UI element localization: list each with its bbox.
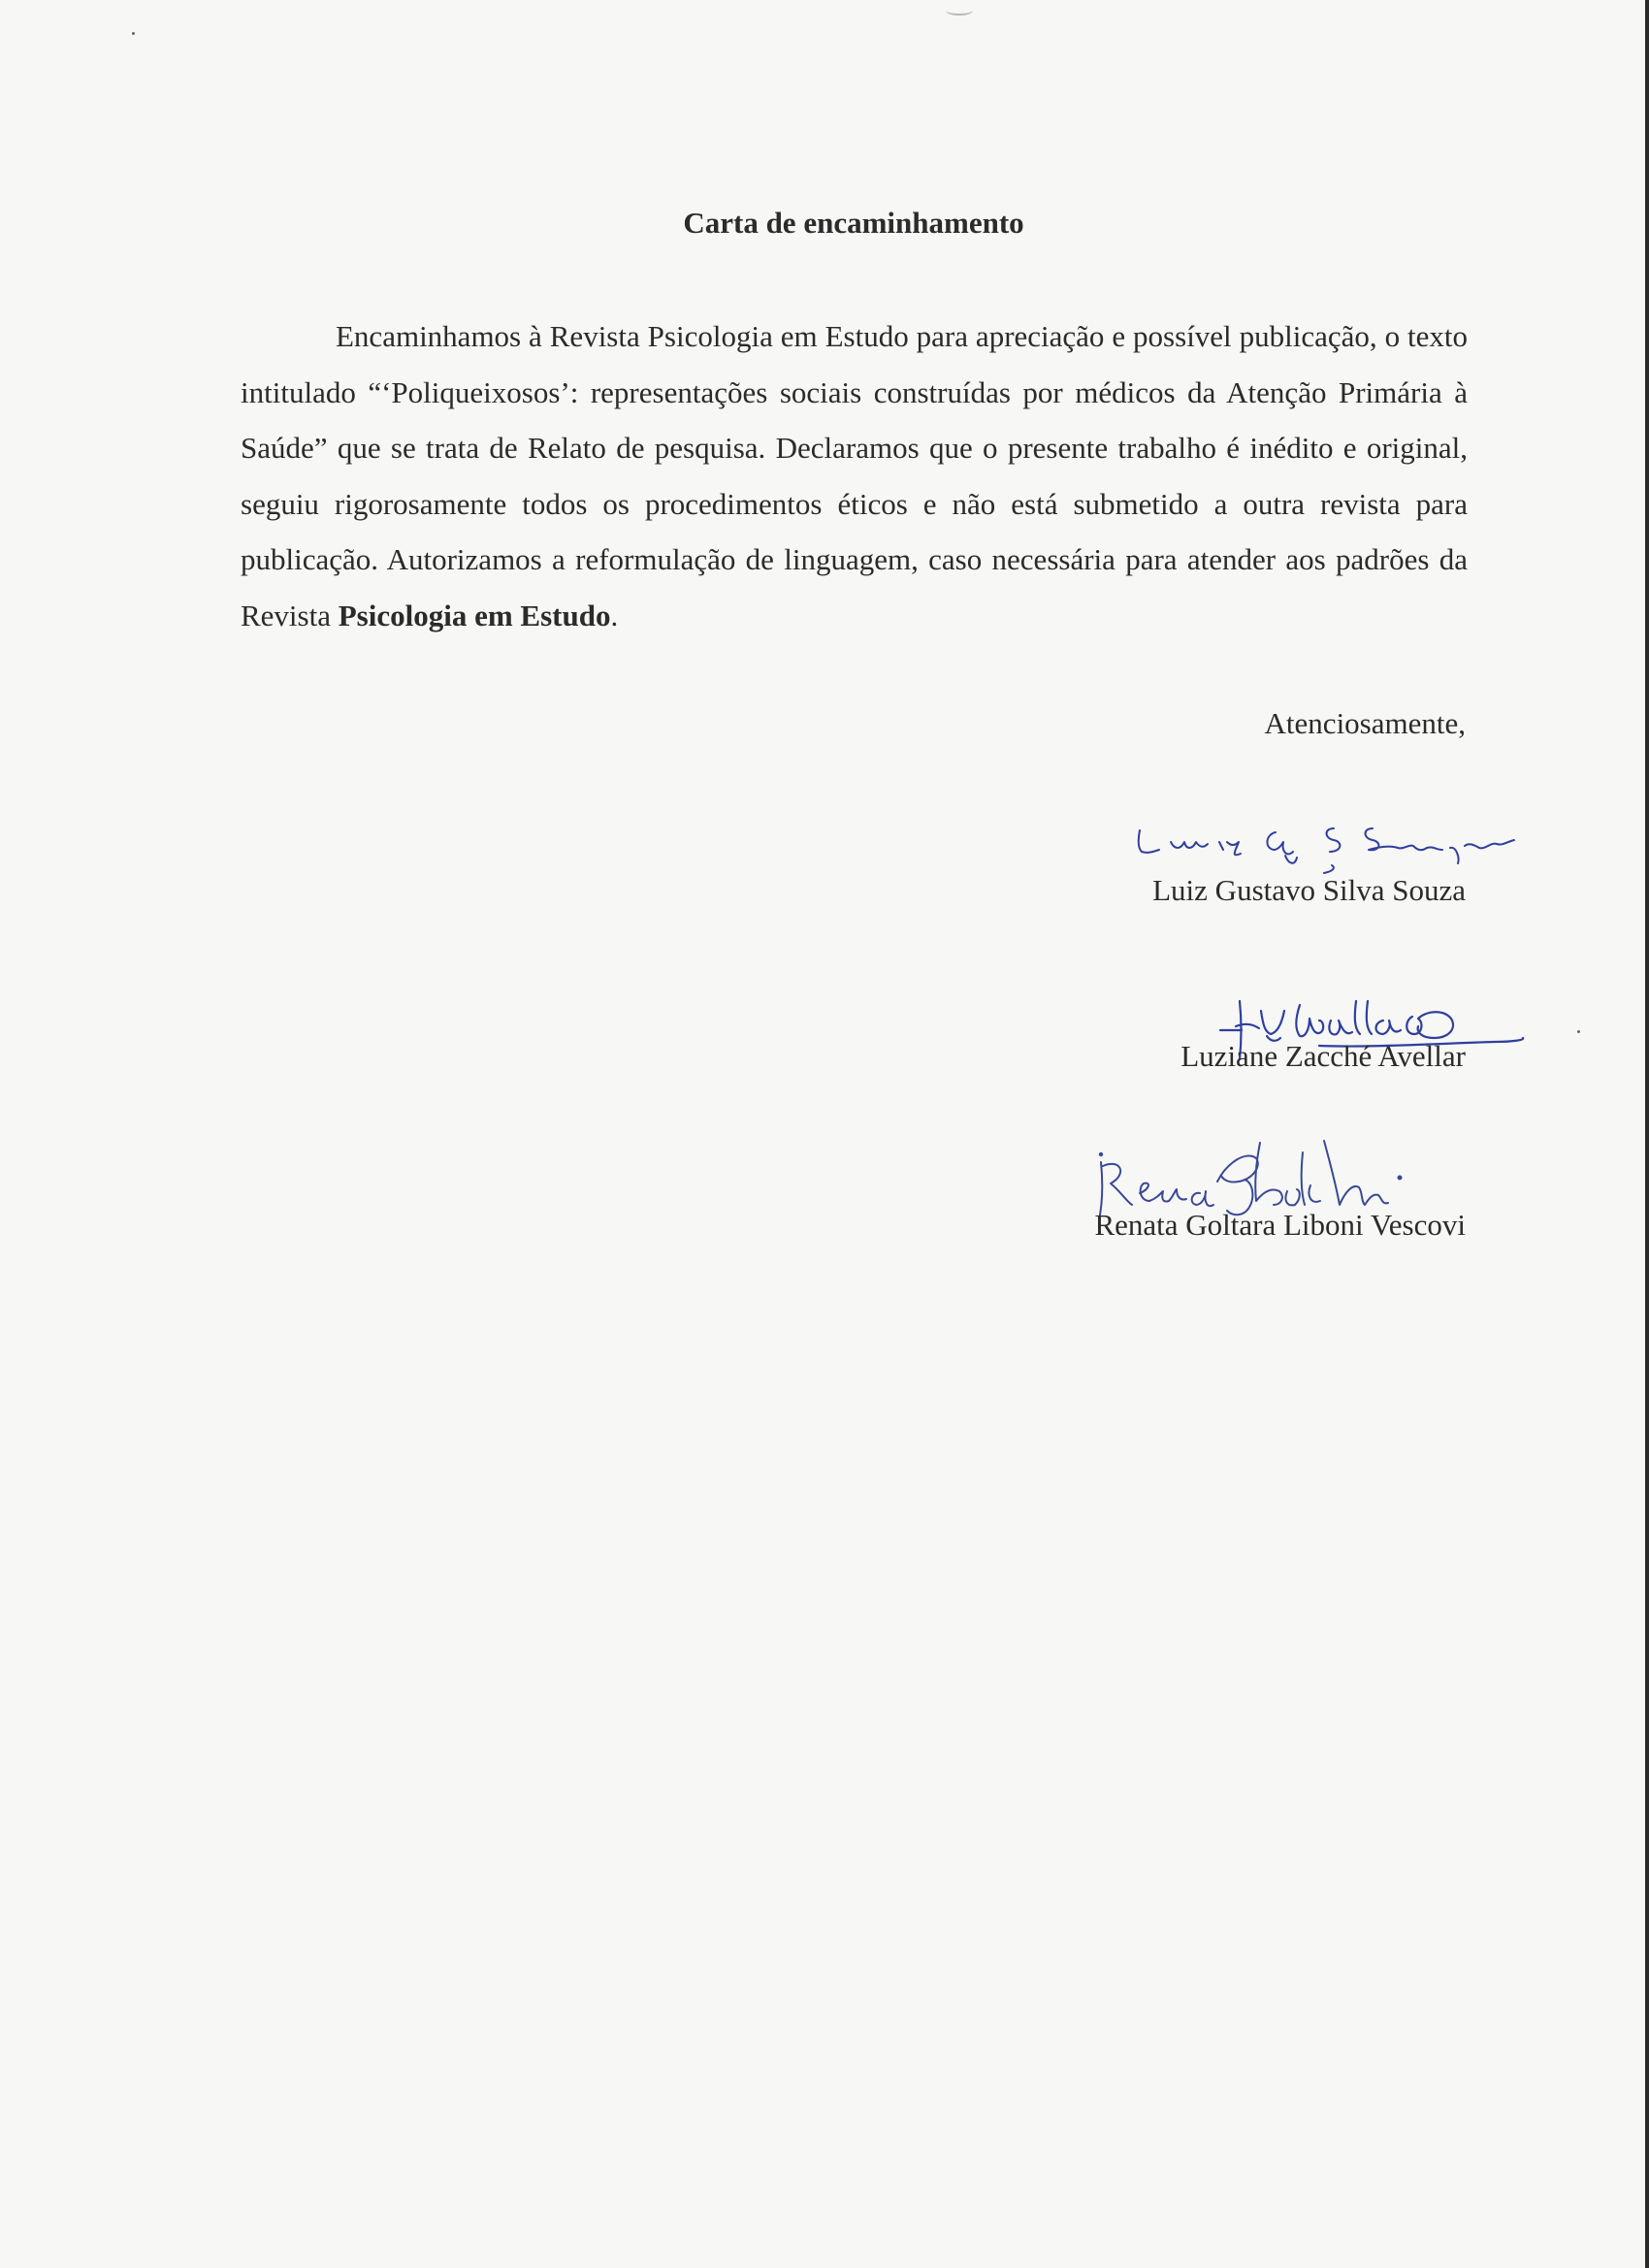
signatory-name: Renata Goltara Liboni Vescovi bbox=[1094, 1208, 1466, 1242]
letter-body-text: Encaminhamos à Revista Psicologia em Estudo para apreciação e possível publicação, o texto intitulado “‘Poliqueixosos’: representações sociais construídas por médicos da Atenção Primária à Saúde” que se trata de Relato de pesquisa. Declaramos que o presente trabalho é inédito e original, seguiu rigorosamente todos os procedimentos éticos e não está submetido a outra revista para publicação. Autorizamos a reformulação de linguagem, caso necessária para atender aos padrões da Revista bbox=[241, 319, 1468, 632]
journal-name: Psicologia em Estudo bbox=[338, 598, 611, 632]
scan-speck bbox=[132, 32, 135, 35]
closing: Atenciosamente, bbox=[1264, 706, 1466, 740]
signature-luiz bbox=[1130, 813, 1557, 881]
scan-speck bbox=[1577, 1030, 1580, 1033]
letter-body bbox=[241, 308, 1468, 643]
signatory-name: Luiz Gustavo Silva Souza bbox=[1152, 873, 1466, 907]
letter-body-end: . bbox=[610, 598, 619, 632]
signatory-name: Luziane Zacché Avellar bbox=[1180, 1039, 1466, 1073]
scan-artifact bbox=[946, 6, 973, 16]
letter-title: Carta de encaminhamento bbox=[683, 206, 1024, 240]
scan-edge bbox=[1645, 0, 1649, 2268]
